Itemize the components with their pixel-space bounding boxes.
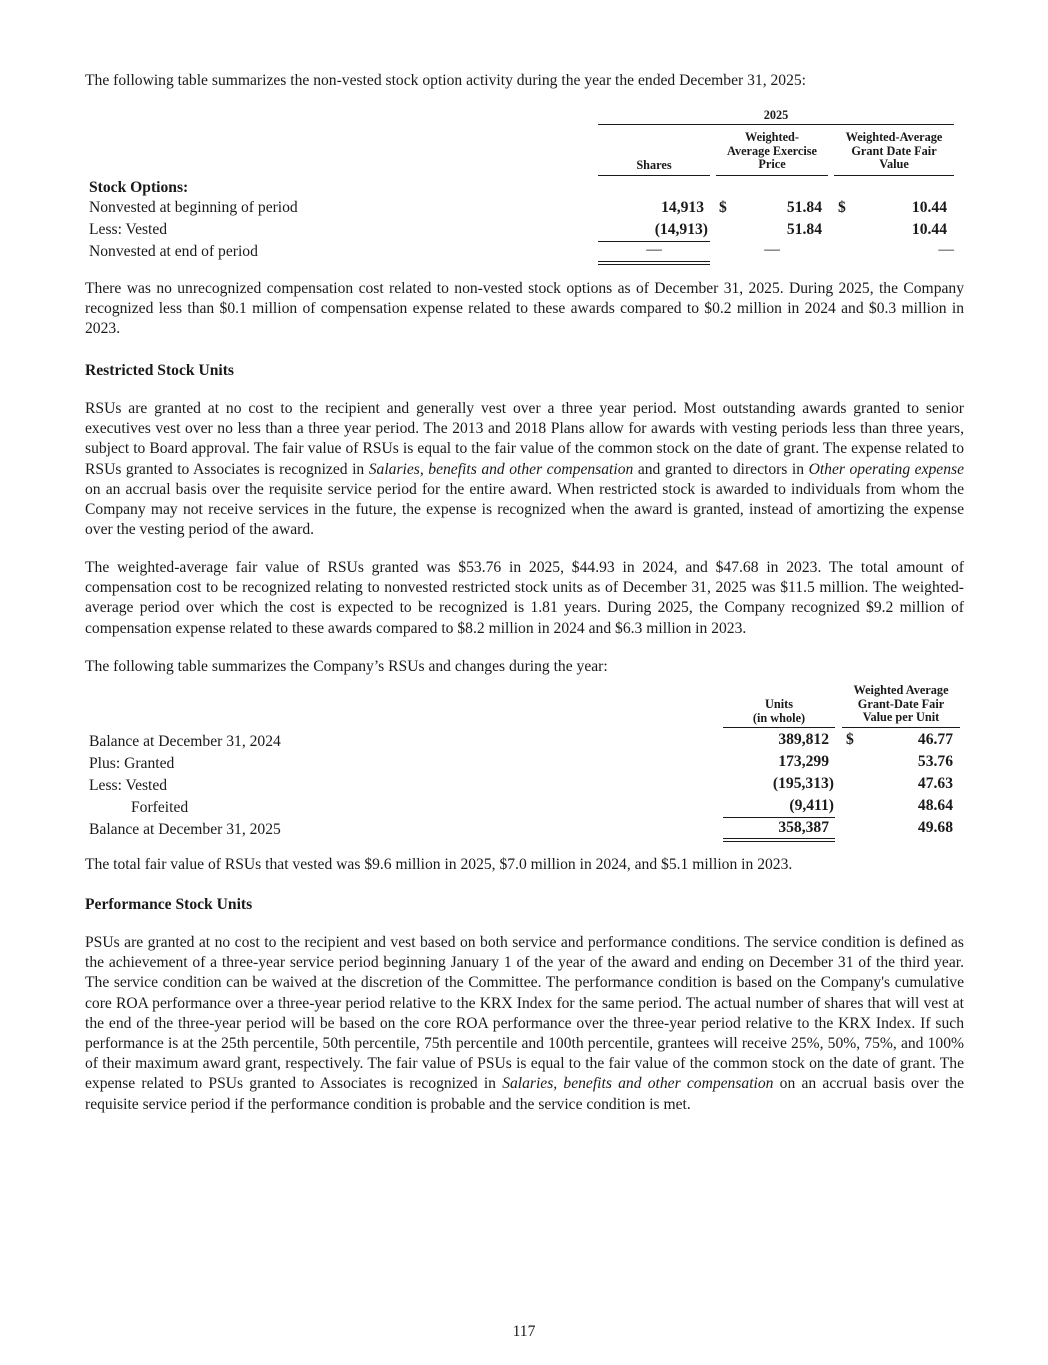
paragraph-rsu-table-intro: The following table summarizes the Company’s RSUs and changes during the year: [85, 658, 608, 675]
section-heading-psu: Performance Stock Units [85, 896, 253, 913]
row-units: 358,387 [778, 819, 829, 836]
row-label: Forfeited [131, 799, 189, 816]
paragraph-psu-description: PSUs are granted at no cost to the recipient and vest based on both service and performance conditions. The service condition is defined as the achievement of a three-year service period beginning January 1 of the year of the award and ending on December 31 of the third year. The service condition can be waived at the discretion of the Committee. The performance condition is based on the Company's cumulative core ROA performance over a three-year period relative to the KRX Index for the same period. The actual number of shares that will vest at the end of the three-year period will be based on the core ROA performance over the three-year period relative to the KRX Index. If such performance is at the 25th percentile, 50th percentile, 75th percentile and 100th percentile, grantees will receive 25%, 50%, 75%, and 100% of their maximum award grant, respectively. The fair value of PSUs is equal to the fair value of the common stock on the date of grant. The expense related to PSUs granted to Associates is recognized in Salaries, benefits and other compensation on an accrual basis over the requisite service period if the performance condition is probable and the service condition is met. [85, 934, 964, 1113]
row-price: 51.84 [786, 199, 822, 216]
row-label: Nonvested at beginning of period [89, 199, 298, 216]
row-unit-value: 48.64 [917, 797, 953, 814]
total-double-rule [598, 261, 710, 265]
row-units: 389,812 [778, 731, 829, 748]
row-unit-value: 49.68 [917, 819, 953, 836]
currency-symbol: $ [719, 199, 727, 216]
row-label: Less: Vested [89, 777, 168, 794]
table-year-header: 2025 [763, 108, 789, 122]
intro-text: The following table summarizes the non-vested stock option activity during the year the ended December 31, 2025: [85, 72, 807, 89]
currency-symbol: $ [846, 731, 854, 748]
year-rule [598, 124, 954, 125]
row-label: Less: Vested [89, 221, 168, 238]
col-exercise-price-header: Weighted- Average Exercise Price [726, 130, 818, 171]
col-shares-header: Shares [636, 158, 672, 172]
currency-symbol: $ [838, 199, 846, 216]
col-unit-value-header: Weighted Average Grant-Date Fair Value per Unit [853, 683, 949, 724]
row-label: Balance at December 31, 2025 [89, 821, 281, 838]
row-fair-value: 10.44 [911, 221, 947, 238]
paragraph-options-cost: There was no unrecognized compensation cost related to non-vested stock options as of December 31, 2025. During 2025, the Company recognized less than $0.1 million of compensation expense related to these awards compared to $0.2 million in 2024 and $0.3 million in 2023. [85, 280, 964, 338]
col-units-header: Units (in whole) [752, 697, 806, 725]
row-price: — [764, 241, 780, 258]
section-heading-rsu: Restricted Stock Units [85, 362, 234, 379]
row-shares: (14,913) [654, 221, 708, 238]
row-label: Nonvested at end of period [89, 243, 258, 260]
header-rule-shares [598, 175, 710, 176]
row-label: Balance at December 31, 2024 [89, 733, 281, 750]
paragraph-rsu-vested-fair-value: The total fair value of RSUs that vested was $9.6 million in 2025, $7.0 million in 2024, and $5.1 million in 2023. [85, 856, 793, 873]
total-double-rule [723, 838, 835, 842]
row-fair-value: — [938, 241, 954, 258]
row-units: (9,411) [789, 797, 834, 814]
header-rule-fair [834, 175, 954, 176]
col-fair-value-header: Weighted-Average Grant Date Fair Value [845, 130, 943, 171]
header-rule-price [716, 175, 828, 176]
page-number: 117 [512, 1323, 536, 1340]
paragraph-rsu-description: RSUs are granted at no cost to the recipient and generally vest over a three year period. Most outstanding awards granted to senior executives vest over no less than a three year period. The 2013 and 2018 Plans allow for awards with vesting periods less than three years, subject to Board approval. The fair value of RSUs is equal to the fair value of the common stock on the date of grant. The expense related to RSUs granted to Associates is recognized in Salaries, benefits and other compensation and granted to directors in Other operating expense on an accrual basis over the requisite service period for the entire award. When restricted stock is awarded to individuals from whom the Company may not receive services in the future, the expense is recognized when the award is granted, instead of amortizing the expense over the vesting period of the award. [85, 400, 964, 539]
row-label: Plus: Granted [89, 755, 175, 772]
row-unit-value: 46.77 [917, 731, 953, 748]
row-unit-value: 47.63 [917, 775, 953, 792]
row-shares: — [646, 241, 662, 258]
subtotal-rule [723, 817, 835, 818]
row-shares: 14,913 [661, 199, 704, 216]
row-units: (195,313) [772, 775, 834, 792]
row-price: 51.84 [786, 221, 822, 238]
row-fair-value: 10.44 [911, 199, 947, 216]
row-unit-value: 53.76 [917, 753, 953, 770]
section-label: Stock Options: [89, 179, 189, 196]
header-rule-units [723, 727, 835, 728]
paragraph-rsu-fair-value: The weighted-average fair value of RSUs granted was $53.76 in 2025, $44.93 in 2024, and $47.68 in 2023. The total amount of compensation cost to be recognized relating to nonvested restricted stock units as of December 31, 2025 was $11.5 million. The weighted-average period over which the cost is expected to be recognized is 1.81 years. During 2025, the Company recognized $9.2 million of compensation expense related to these awards compared to $8.2 million in 2024 and $6.3 million in 2023. [85, 559, 964, 637]
header-rule-value [842, 727, 960, 728]
row-units: 173,299 [778, 753, 829, 770]
